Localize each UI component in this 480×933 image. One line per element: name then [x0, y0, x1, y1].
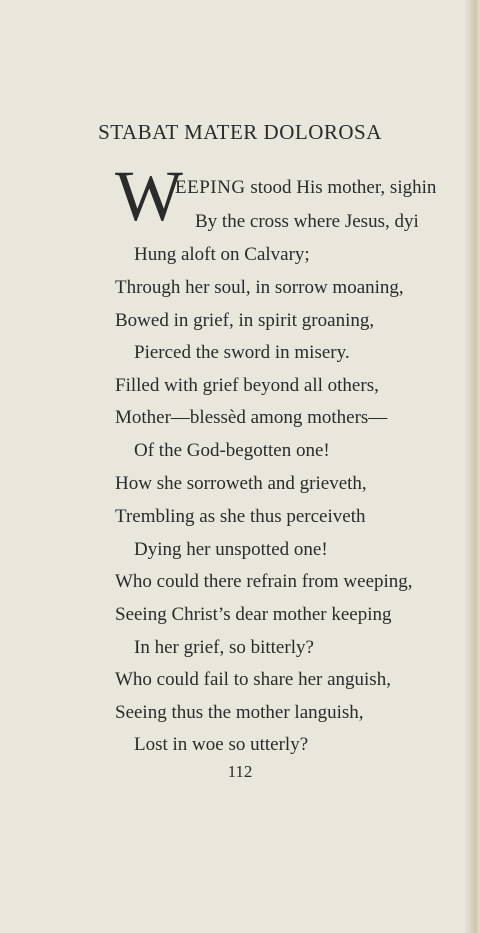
poem-line: Dying her unspotted one!: [134, 539, 328, 560]
poem-line: Through her soul, in sorrow moaning,: [115, 277, 404, 298]
drop-cap: W: [115, 156, 183, 236]
poem-line: Trembling as she thus perceiveth: [115, 506, 366, 527]
poem-line: Lost in woe so utterly?: [134, 734, 309, 755]
poem-line: Pierced the sword in misery.: [134, 342, 350, 363]
poem-line: Of the God-begotten one!: [134, 440, 330, 461]
poem-line: Filled with grief beyond all others,: [115, 375, 379, 396]
poem-line: How she sorroweth and grieveth,: [115, 473, 367, 494]
poem-line: Who could there refrain from weeping,: [115, 571, 413, 592]
poem-line: Seeing thus the mother languish,: [115, 702, 364, 723]
poem-line: Bowed in grief, in spirit groaning,: [115, 310, 375, 331]
page-title: STABAT MATER DOLOROSA: [98, 120, 382, 144]
first-line-rest: stood His mother, sighin: [245, 177, 437, 198]
poem-line: Mother—blessèd among mothers—: [115, 407, 388, 428]
poem-line-1: [175, 177, 436, 199]
poem-line: Hung aloft on Calvary;: [134, 244, 310, 265]
poem-line: By the cross where Jesus, dyi: [195, 211, 419, 232]
page-number: 112: [227, 762, 253, 781]
poem-line: Who could fail to share her anguish,: [115, 669, 391, 690]
first-word-smallcaps: EEPING: [175, 177, 246, 198]
poem-line: Seeing Christ’s dear mother keeping: [115, 604, 392, 625]
poem-line: In her grief, so bitterly?: [134, 637, 314, 658]
